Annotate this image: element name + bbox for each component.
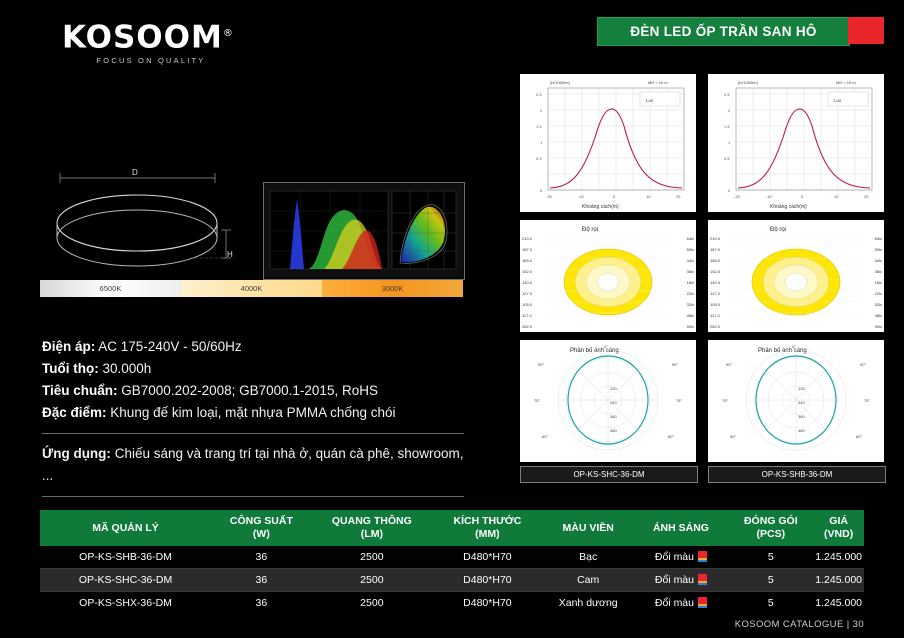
svg-text:210.0: 210.0 (522, 236, 533, 241)
dimension-label-height: H (227, 250, 233, 259)
table-row[interactable] (40, 546, 864, 569)
spectrum-and-cie-svg (264, 183, 462, 277)
cell-light-label: Đổi màu (654, 551, 694, 563)
illuminance-left-svg (520, 220, 696, 332)
col-lumen-line2: (LM) (360, 528, 383, 540)
svg-text:210.0: 210.0 (710, 236, 721, 241)
svg-text:75°: 75° (722, 398, 729, 403)
svg-text:140.0: 140.0 (522, 280, 533, 285)
col-lumen (312, 510, 432, 546)
svg-text:44lx: 44lx (874, 258, 882, 263)
svg-text:0: 0 (728, 188, 731, 193)
intensity-curve-left-svg (520, 74, 696, 212)
svg-text:0.5: 0.5 (724, 156, 730, 161)
cell-power: 36 (255, 551, 268, 563)
col-price (813, 510, 864, 546)
spec-label-voltage: Điện áp: (42, 339, 96, 354)
color-change-icon (698, 597, 707, 608)
dimension-label-diameter: D (132, 168, 138, 177)
intensity-curve-right (708, 74, 884, 212)
svg-text:25: 25 (864, 194, 869, 199)
svg-text:10: 10 (834, 194, 839, 199)
spec-label-lifetime: Tuổi thọ: (42, 361, 99, 376)
cell-size: D480*H70 (432, 569, 543, 592)
cell-pack: 5 (767, 551, 774, 563)
color-change-icon (698, 574, 707, 585)
spec-row-standard (42, 380, 472, 402)
page-title-banner (597, 17, 850, 46)
specifications-block (42, 336, 472, 506)
svg-text:75°: 75° (534, 398, 541, 403)
svg-text:0: 0 (540, 188, 543, 193)
svg-text:117.0: 117.0 (522, 313, 532, 318)
svg-text:60°: 60° (730, 434, 737, 439)
svg-text:0.5: 0.5 (536, 156, 542, 161)
cell-power: 36 (211, 569, 312, 592)
col-lumen-line1: QUANG THÔNG (331, 515, 412, 527)
col-size-line1: KÍCH THƯỚC (453, 515, 522, 527)
brand-tagline: FOCUS ON QUALITY (96, 56, 206, 66)
svg-text:187.0: 187.0 (710, 247, 721, 252)
cell-code: OP-KS-SHX-36-DM (79, 597, 172, 609)
col-pack-line1: ĐÓNG GÓI (743, 515, 798, 527)
col-power-line1: CÔNG SUẤT (229, 515, 293, 527)
col-light-line1: ÁNH SÁNG (652, 521, 709, 534)
spec-value-voltage: AC 175-240V - 50/60Hz (98, 339, 242, 354)
cell-lumen: 2500 (360, 597, 384, 609)
col-code-line1: MÃ QUẢN LÝ (92, 521, 159, 534)
page-title: ĐÈN LED ỐP TRẦN SAN HÔ (630, 24, 817, 39)
cell-size: D480*H70 (463, 597, 512, 609)
col-size (432, 510, 543, 546)
svg-text:105.0: 105.0 (522, 302, 533, 307)
svg-text:240: 240 (798, 400, 805, 405)
spec-value-lifetime: 30.000h (102, 361, 152, 376)
svg-text:36lx: 36lx (874, 269, 882, 274)
svg-text:117.0: 117.0 (710, 313, 720, 318)
cell-price: 1.245.000 (813, 569, 864, 592)
spec-value-feature: Khung đế kim loại, mặt nhựa PMMA chống chói (110, 405, 396, 420)
svg-text:60°: 60° (542, 434, 549, 439)
spec-row-voltage (42, 336, 472, 358)
svg-text:1.5: 1.5 (536, 124, 542, 129)
spec-row-lifetime (42, 358, 472, 380)
svg-text:Lux: Lux (646, 98, 654, 103)
product-table (40, 510, 864, 614)
svg-text:1: 1 (728, 140, 731, 145)
svg-text:50lx: 50lx (686, 247, 694, 252)
svg-text:90lx: 90lx (686, 324, 694, 329)
col-pack-line2: (PCS) (756, 528, 786, 540)
spec-value-standard: GB7000.202-2008; GB7000.1-2015, RoHS (121, 383, 378, 398)
usage-row (42, 443, 472, 487)
product-code-right (708, 466, 886, 483)
svg-text:120: 120 (610, 386, 617, 391)
col-pack (728, 510, 813, 546)
cell-price: 1.245.000 (815, 597, 862, 609)
cct-swatch-6500k (40, 280, 181, 297)
svg-text:-25: -25 (546, 194, 552, 199)
cell-power: 36 (255, 597, 268, 609)
svg-text:165.0: 165.0 (710, 258, 721, 263)
page-footer: KOSOOM CATALOGUE | 30 (734, 619, 864, 630)
svg-text:152.0: 152.0 (522, 269, 533, 274)
specs-divider-bottom (42, 496, 464, 497)
svg-text:-10: -10 (578, 194, 584, 199)
svg-text:MH = 10 m: MH = 10 m (648, 80, 668, 85)
usage-value: Chiếu sáng và trang trí tại nhà ở, quán cà phê, showroom, ... (42, 446, 464, 483)
svg-text:(lx/1000lm): (lx/1000lm) (738, 80, 758, 85)
color-change-icon (698, 551, 707, 562)
svg-text:90°: 90° (538, 362, 545, 367)
svg-text:0°: 0° (604, 344, 608, 349)
svg-text:360: 360 (610, 414, 617, 419)
svg-text:MH = 10 m: MH = 10 m (836, 80, 856, 85)
col-power-line2: (W) (252, 528, 270, 540)
svg-text:44lx: 44lx (686, 258, 694, 263)
svg-text:105.0: 105.0 (710, 302, 721, 307)
table-row[interactable] (40, 592, 864, 615)
svg-text:-25: -25 (734, 194, 740, 199)
svg-text:60°: 60° (856, 434, 863, 439)
svg-text:25: 25 (676, 194, 681, 199)
svg-text:165.0: 165.0 (522, 258, 533, 263)
cct-swatch-4000k (181, 280, 322, 297)
col-price-line2: (VND) (824, 528, 854, 540)
svg-text:2.5: 2.5 (724, 92, 730, 97)
svg-text:48lx: 48lx (874, 313, 882, 318)
cct-swatch-3000k (322, 280, 463, 297)
specs-divider-top (42, 433, 464, 434)
illuminance-right-svg (708, 220, 884, 332)
cell-frame-color: Xanh dương (558, 597, 618, 609)
brand-logo (62, 18, 272, 64)
light-distribution-left-svg (520, 340, 696, 462)
brand-name (62, 18, 272, 56)
svg-text:Phân bố ánh sáng: Phân bố ánh sáng (758, 348, 807, 354)
product-table-body (40, 546, 864, 614)
cell-size: D480*H70 (463, 551, 512, 563)
svg-text:187.0: 187.0 (522, 247, 533, 252)
col-light (634, 510, 729, 546)
col-code (40, 510, 211, 546)
cct-label-3000k: 3000K (381, 284, 404, 293)
light-distribution-right (708, 340, 884, 462)
svg-text:480: 480 (610, 428, 617, 433)
svg-text:16lx: 16lx (874, 280, 882, 285)
svg-text:0: 0 (613, 194, 616, 199)
svg-text:16lx: 16lx (686, 280, 694, 285)
svg-text:Phân bố ánh sáng: Phân bố ánh sáng (570, 348, 619, 354)
svg-text:127.0: 127.0 (522, 291, 533, 296)
table-header-row (40, 510, 864, 546)
spec-label-standard: Tiêu chuẩn: (42, 383, 118, 398)
svg-text:2.5: 2.5 (536, 92, 542, 97)
svg-text:0: 0 (801, 194, 804, 199)
col-frame-color (543, 510, 634, 546)
svg-text:1: 1 (540, 140, 543, 145)
light-distribution-right-svg (708, 340, 884, 462)
cell-code: OP-KS-SHC-36-DM (40, 569, 211, 592)
svg-text:127.0: 127.0 (710, 291, 721, 296)
svg-text:48lx: 48lx (686, 313, 694, 318)
brand-name-text: KOSOOM (62, 19, 223, 56)
col-power (211, 510, 312, 546)
svg-text:75°: 75° (676, 398, 683, 403)
col-price-line1: GIÁ (829, 515, 848, 527)
spec-row-feature (42, 402, 472, 424)
svg-text:22lx: 22lx (874, 291, 882, 296)
svg-text:120: 120 (798, 386, 805, 391)
cell-light-label: Đổi màu (654, 597, 694, 609)
cell-pack: 5 (728, 569, 813, 592)
cct-selector-bar (40, 280, 463, 297)
cell-light-label: Đổi màu (654, 574, 694, 586)
svg-text:240: 240 (610, 400, 617, 405)
cct-label-6500k: 6500K (99, 284, 122, 293)
svg-text:140.0: 140.0 (710, 280, 721, 285)
table-row[interactable] (40, 569, 864, 592)
svg-text:90°: 90° (860, 362, 867, 367)
svg-text:Độ rọi: Độ rọi (582, 227, 599, 233)
svg-text:32lx: 32lx (686, 302, 694, 307)
title-accent-block (848, 17, 884, 44)
svg-text:152.0: 152.0 (710, 269, 721, 274)
illuminance-left (520, 220, 696, 332)
cell-lumen: 2500 (312, 569, 432, 592)
svg-text:Khoảng cách(m): Khoảng cách(m) (582, 204, 619, 210)
svg-text:480: 480 (798, 428, 805, 433)
lamp-outline-svg (40, 168, 240, 278)
svg-text:90°: 90° (726, 362, 733, 367)
product-code-left (520, 466, 698, 483)
svg-text:0°: 0° (792, 344, 796, 349)
svg-text:60°: 60° (668, 434, 675, 439)
cell-light (634, 569, 729, 592)
svg-text:262.0: 262.0 (522, 324, 533, 329)
cct-label-4000k: 4000K (240, 284, 263, 293)
svg-text:22lx: 22lx (686, 291, 694, 296)
svg-text:1.5: 1.5 (724, 124, 730, 129)
svg-text:-10: -10 (766, 194, 772, 199)
svg-text:90lx: 90lx (874, 324, 882, 329)
col-size-line2: (MM) (475, 528, 500, 540)
svg-text:(lx/1000lm): (lx/1000lm) (550, 80, 570, 85)
cell-pack: 5 (767, 597, 774, 609)
product-table-head (40, 510, 864, 546)
svg-text:262.0: 262.0 (710, 324, 721, 329)
cell-code: OP-KS-SHB-36-DM (79, 551, 172, 563)
svg-text:75°: 75° (864, 398, 871, 403)
svg-text:32lx: 32lx (874, 302, 882, 307)
svg-text:360: 360 (798, 414, 805, 419)
usage-label: Ứng dụng: (42, 446, 111, 461)
cell-price: 1.245.000 (815, 551, 862, 563)
svg-text:64lx: 64lx (686, 236, 694, 241)
svg-text:90°: 90° (672, 362, 679, 367)
svg-text:64lx: 64lx (874, 236, 882, 241)
spectrum-chart-image (263, 182, 465, 280)
cell-frame-color: Bạc (579, 551, 598, 563)
product-dimension-drawing (40, 168, 240, 278)
cell-light (634, 546, 729, 569)
svg-text:Lux: Lux (834, 98, 842, 103)
col-frame-color-line1: MÀU VIỀN (562, 521, 614, 534)
photometric-report-grid (520, 74, 884, 484)
cell-lumen: 2500 (360, 551, 384, 563)
svg-text:10: 10 (646, 194, 651, 199)
svg-text:2: 2 (540, 108, 543, 113)
intensity-curve-right-svg (708, 74, 884, 212)
cell-frame-color: Cam (543, 569, 634, 592)
product-code-left-label: OP-KS-SHC-36-DM (573, 470, 645, 479)
brand-registered-mark: ® (222, 28, 234, 39)
svg-text:50lx: 50lx (874, 247, 882, 252)
svg-text:Khoảng cách(m): Khoảng cách(m) (770, 204, 807, 210)
svg-text:2: 2 (728, 108, 731, 113)
spec-label-feature: Đặc điểm: (42, 405, 107, 420)
svg-text:Độ rọi: Độ rọi (770, 227, 787, 233)
light-distribution-left (520, 340, 696, 462)
svg-text:36lx: 36lx (686, 269, 694, 274)
product-code-right-label: OP-KS-SHB-36-DM (761, 470, 833, 479)
intensity-curve-left (520, 74, 696, 212)
cell-light (634, 592, 729, 615)
illuminance-right (708, 220, 884, 332)
